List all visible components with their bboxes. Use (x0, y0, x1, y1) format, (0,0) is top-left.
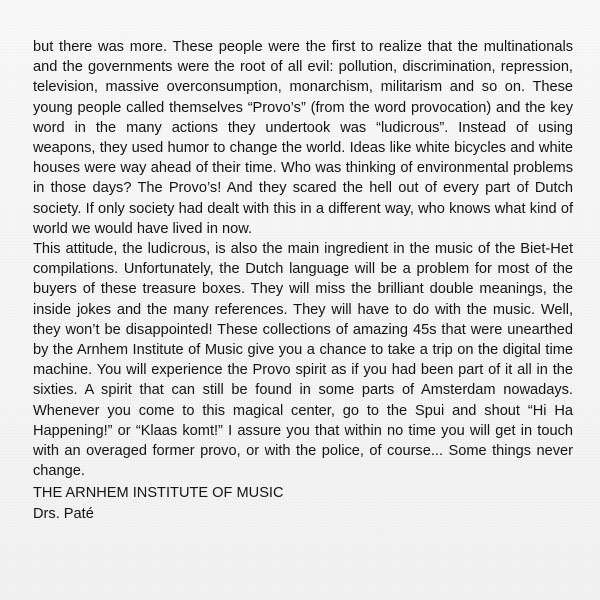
paragraph-1: but there was more. These people were the first to realize that the multinationals and the governments were the root of all evil: pollution, discrimination, repression, television, massive overconsumption, monarchism, militarism and so on. These young people called themselves “Provo’s” (from the word provocation) and the key word in the many actions they undertook was “ludicrous”. Instead of using weapons, they used humor to change the world. Ideas like white bicycles and white houses were way ahead of their time. Who was thinking of environmental problems in those days? The Provo’s! And they scared the hell out of every part of Dutch society. If only society had dealt with this in a different way, who knows what kind of world we would have lived in now. (33, 39, 573, 237)
paragraph-2: This attitude, the ludicrous, is also the main ingredient in the music of the Biet-Het compilations. Unfortunately, the Dutch language will be a problem for most of the buyers of these treasure boxes. They will miss the brilliant double meanings, the inside jokes and the many references. They will have to do with the music. Well, they won’t be disappointed! These collections of amazing 45s that were unearthed by the Arnhem Institute of Music give you a chance to take a trip on the digital time machine. You will experience the Provo spirit as if you had been part of it all in the sixties. A spirit that can still be found in some parts of Amsterdam nowadays. Whenever you come to this magical center, go to the Spui and shout “Hi Ha Happening!” or “Klaas komt!” I assure you that within no time you will get in touch with an overaged former provo, or with the police, of course... Some things never change. (33, 241, 573, 480)
signature-block (33, 483, 284, 525)
signature-organization: THE ARNHEM INSTITUTE OF MUSIC (33, 485, 284, 501)
signature-name: Drs. Paté (33, 506, 94, 522)
body-text (33, 37, 573, 481)
